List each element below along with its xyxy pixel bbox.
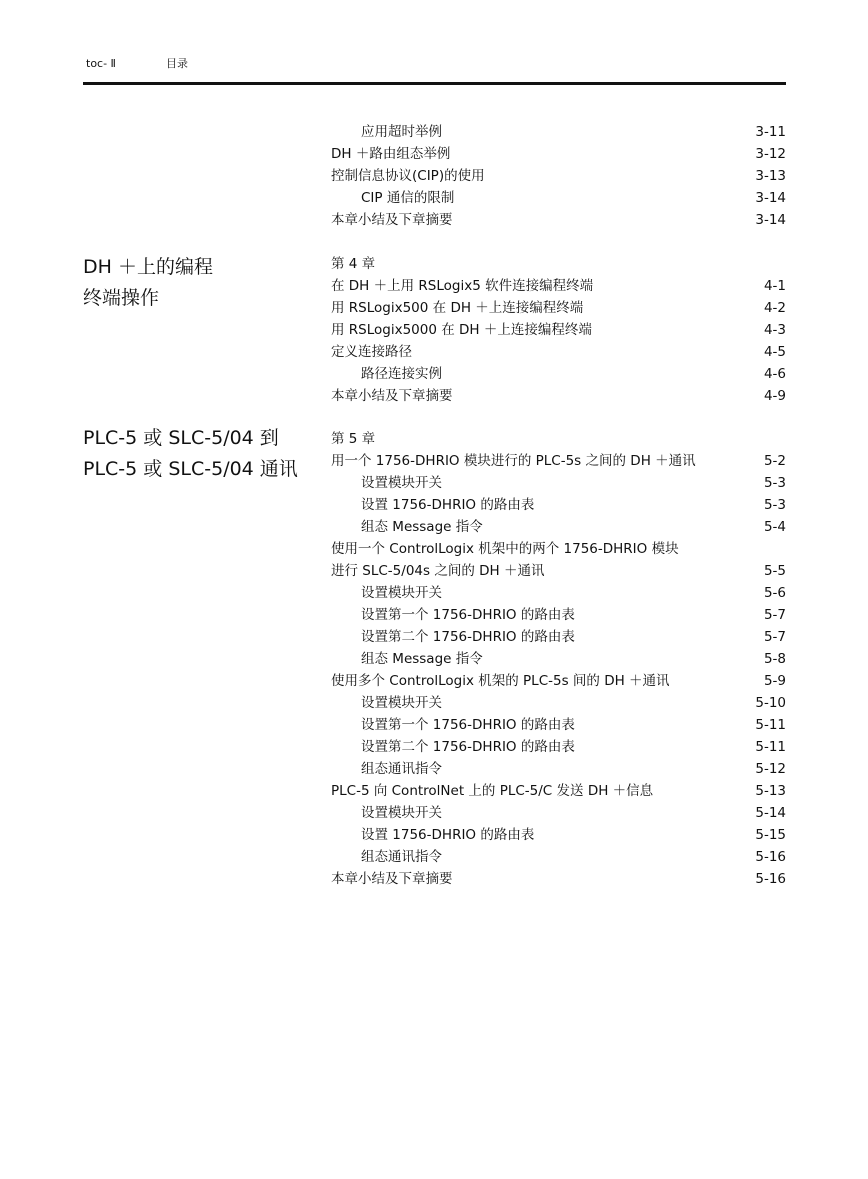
toc-entry[interactable] [331, 561, 786, 581]
toc-entry-title: 设置第二个 1756-DHRIO 的路由表 [361, 739, 575, 755]
toc-page-number: 5-15 [755, 827, 786, 843]
page-title: 目录 [166, 57, 188, 70]
toc-page-number: 3-13 [755, 168, 786, 184]
toc-page-number: 3-11 [755, 124, 786, 140]
toc-entry-title: 使用一个 ControlLogix 机架中的两个 1756-DHRIO 模块 [331, 541, 679, 557]
toc-page-number: 4-5 [763, 344, 786, 360]
toc-entry[interactable] [331, 693, 786, 713]
toc-entry-title: 本章小结及下章摘要 [331, 212, 453, 228]
toc-entry-title: 本章小结及下章摘要 [331, 388, 453, 404]
toc-page-number: 5-8 [763, 651, 786, 667]
toc-entry-title: 控制信息协议(CIP)的使用 [331, 168, 485, 184]
toc-entry[interactable] [331, 298, 786, 318]
section-heading-line: PLC-5 或 SLC-5/04 到 [83, 427, 279, 449]
toc-entry-title: 用 RSLogix500 在 DH ＋上连接编程终端 [331, 300, 584, 316]
toc-page-number: 5-14 [755, 805, 786, 821]
section-heading-line: 终端操作 [83, 287, 160, 309]
toc-entry[interactable] [331, 869, 786, 889]
toc-page-number: 5-11 [755, 717, 786, 733]
toc-page-number: 5-5 [763, 563, 786, 579]
toc-entry-title: 设置 1756-DHRIO 的路由表 [361, 497, 535, 513]
toc-entry[interactable] [331, 166, 786, 186]
toc-entry[interactable] [331, 715, 786, 735]
chapter-label: 第 4 章 [331, 256, 376, 272]
section-heading-line: PLC-5 或 SLC-5/04 通讯 [83, 458, 298, 480]
toc-entry-title: 设置模块开关 [361, 585, 442, 601]
toc-page-number: 3-14 [755, 212, 786, 228]
toc-entry-title: 应用超时举例 [361, 124, 442, 140]
toc-entry[interactable] [331, 671, 786, 691]
toc-entry-title: 设置模块开关 [361, 805, 442, 821]
page-number: toc- Ⅱ [86, 57, 116, 70]
toc-page-number: 4-9 [763, 388, 786, 404]
toc-entry-title: 设置模块开关 [361, 475, 442, 491]
toc-page-number: 5-16 [755, 871, 786, 887]
toc-entry[interactable] [331, 583, 786, 603]
toc-entry-title: CIP 通信的限制 [361, 190, 455, 206]
toc-entry-title: 组态 Message 指令 [361, 651, 483, 667]
toc-page-number: 5-16 [755, 849, 786, 865]
toc-entry-title: 定义连接路径 [331, 344, 412, 360]
toc-page-number: 4-2 [763, 300, 786, 316]
toc-entry[interactable] [331, 781, 786, 801]
toc-entry[interactable] [331, 473, 786, 493]
toc-entry-title: 设置第二个 1756-DHRIO 的路由表 [361, 629, 575, 645]
header-rule [83, 82, 786, 85]
toc-entry-title: DH ＋路由组态举例 [331, 146, 451, 162]
toc-page-number: 5-7 [763, 629, 786, 645]
toc-page-number: 5-6 [763, 585, 786, 601]
toc-entry[interactable] [331, 803, 786, 823]
toc-entry[interactable] [331, 320, 786, 340]
toc-entry-title: 进行 SLC-5/04s 之间的 DH ＋通讯 [331, 563, 545, 579]
toc-page-number: 3-12 [755, 146, 786, 162]
toc-page-number: 5-3 [763, 497, 786, 513]
page-header [86, 54, 786, 74]
toc-entry-title: PLC-5 向 ControlNet 上的 PLC-5/C 发送 DH ＋信息 [331, 783, 654, 799]
section-heading-ch4 [83, 252, 323, 314]
toc-entry[interactable] [331, 825, 786, 845]
toc-entry-title: 组态通讯指令 [361, 761, 442, 777]
toc-entry-title: 路径连接实例 [361, 366, 442, 382]
section-heading-ch5 [83, 423, 323, 485]
toc-entry[interactable] [331, 188, 786, 208]
toc-entry[interactable] [331, 342, 786, 362]
toc-entry-title: 使用多个 ControlLogix 机架的 PLC-5s 间的 DH ＋通讯 [331, 673, 670, 689]
toc-entry[interactable] [331, 451, 786, 471]
toc-entry[interactable] [331, 495, 786, 515]
toc-entry[interactable] [331, 276, 786, 296]
toc-page-number: 5-7 [763, 607, 786, 623]
toc-entry-title: 设置第一个 1756-DHRIO 的路由表 [361, 717, 575, 733]
toc-entry-title: 设置模块开关 [361, 695, 442, 711]
toc-page-number: 5-9 [763, 673, 786, 689]
toc-entry[interactable] [331, 386, 786, 406]
toc-entry[interactable] [331, 737, 786, 757]
toc-page-number: 5-10 [755, 695, 786, 711]
toc-entry[interactable] [331, 122, 786, 142]
toc-page-number: 4-3 [763, 322, 786, 338]
toc-page-number: 5-3 [763, 475, 786, 491]
toc-entry[interactable] [331, 649, 786, 669]
toc-entry[interactable] [331, 517, 786, 537]
toc-page-number: 5-13 [755, 783, 786, 799]
toc-entry-title: 设置第一个 1756-DHRIO 的路由表 [361, 607, 575, 623]
toc-entry[interactable] [331, 364, 786, 384]
toc-entry-title: 设置 1756-DHRIO 的路由表 [361, 827, 535, 843]
toc-entry[interactable] [331, 627, 786, 647]
toc-entry[interactable] [331, 759, 786, 779]
chapter-label: 第 5 章 [331, 431, 376, 447]
toc-page-number: 5-11 [755, 739, 786, 755]
toc-page-number: 4-1 [763, 278, 786, 294]
toc-entry-title: 组态通讯指令 [361, 849, 442, 865]
toc-page-number: 3-14 [755, 190, 786, 206]
toc-entry[interactable] [331, 847, 786, 867]
toc-entry[interactable] [331, 605, 786, 625]
toc-page-number: 5-12 [755, 761, 786, 777]
toc-entry-title: 用一个 1756-DHRIO 模块进行的 PLC-5s 之间的 DH ＋通讯 [331, 453, 696, 469]
toc-page-number: 5-4 [763, 519, 786, 535]
section-heading-line: DH ＋上的编程 [83, 256, 213, 278]
toc-entry[interactable] [331, 144, 786, 164]
toc-entry[interactable] [331, 210, 786, 230]
toc-entry-title: 用 RSLogix5000 在 DH ＋上连接编程终端 [331, 322, 592, 338]
toc-entry[interactable] [331, 539, 786, 559]
toc-page-number: 5-2 [763, 453, 786, 469]
toc-page-number: 4-6 [763, 366, 786, 382]
toc-entry-title: 本章小结及下章摘要 [331, 871, 453, 887]
toc-entry-title: 组态 Message 指令 [361, 519, 483, 535]
toc-entry-title: 在 DH ＋上用 RSLogix5 软件连接编程终端 [331, 278, 594, 294]
